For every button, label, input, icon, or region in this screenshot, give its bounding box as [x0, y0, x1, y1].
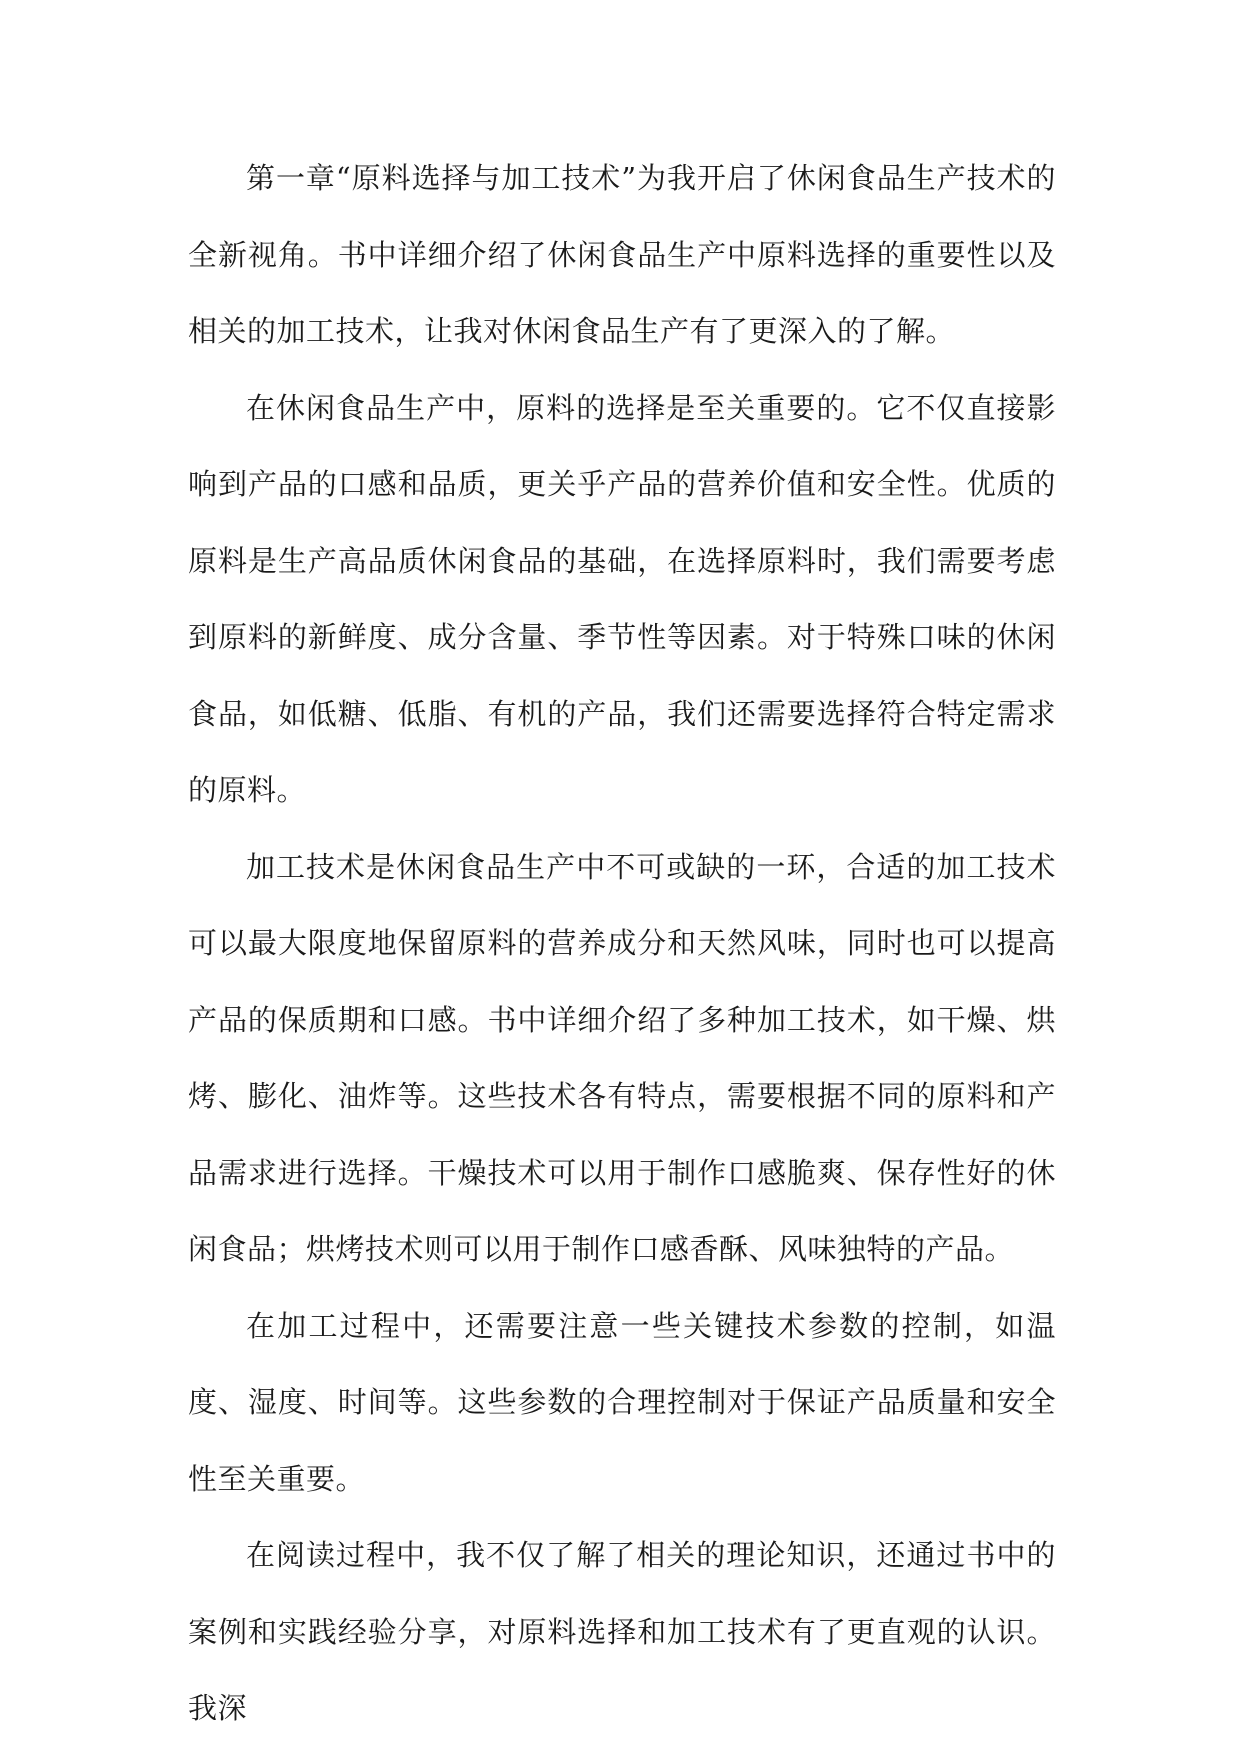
paragraph-2: 在休闲食品生产中，原料的选择是至关重要的。它不仅直接影响到产品的口感和品质，更关乎产品的营养价值和安全性。优质的原料是生产高品质休闲食品的基础，在选择原料时，我们需要考虑到原料的新鲜度、成分含量、季节性等因素。对于特殊口味的休闲食品，如低糖、低脂、有机的产品，我们还需要选择符合特定需求的原料。	[188, 390, 1056, 807]
document-body	[188, 140, 1056, 1747]
paragraph-4: 在加工过程中，还需要注意一些关键技术参数的控制，如温度、湿度、时间等。这些参数的合理控制对于保证产品质量和安全性至关重要。	[188, 1308, 1056, 1496]
paragraph-1: 第一章“原料选择与加工技术”为我开启了休闲食品生产技术的全新视角。书中详细介绍了休闲食品生产中原料选择的重要性以及相关的加工技术，让我对休闲食品生产有了更深入的了解。	[188, 161, 1056, 348]
paragraph-3: 加工技术是休闲食品生产中不可或缺的一环，合适的加工技术可以最大限度地保留原料的营养成分和天然风味，同时也可以提高产品的保质期和口感。书中详细介绍了多种加工技术，如干燥、烘烤、膨化、油炸等。这些技术各有特点，需要根据不同的原料和产品需求进行选择。干燥技术可以用于制作口感脆爽、保存性好的休闲食品；烘烤技术则可以用于制作口感香酥、风味独特的产品。	[188, 849, 1056, 1266]
paragraph-5: 在阅读过程中，我不仅了解了相关的理论知识，还通过书中的案例和实践经验分享，对原料选择和加工技术有了更直观的认识。我深	[188, 1538, 1056, 1725]
